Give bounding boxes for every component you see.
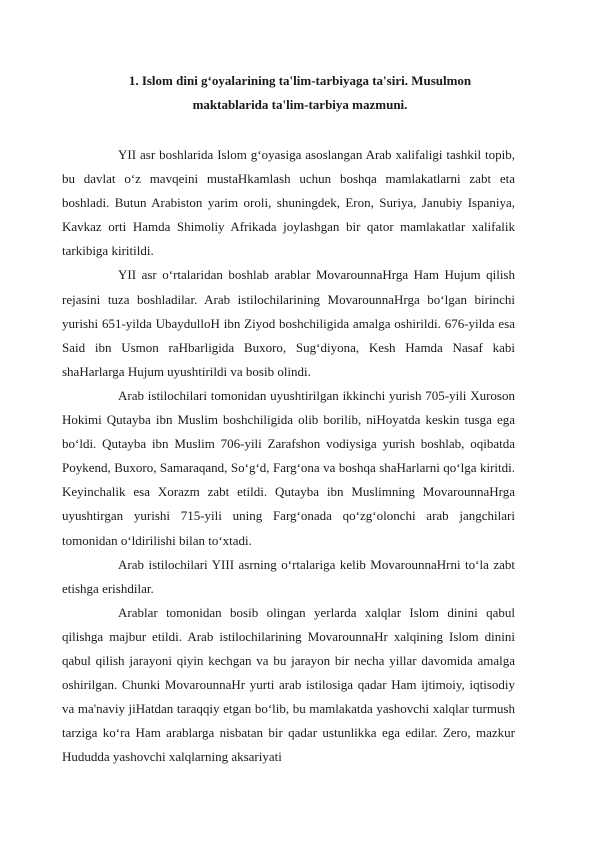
- document-title-line-2: maktablarida ta'lim-tarbiya mazmuni.: [192, 97, 408, 112]
- document-body: [62, 143, 515, 769]
- paragraph: YII asr boshlarida Islom g‘oyasiga asoslangan Arab xalifaligi tashkil topib, bu davlat o‘z mavqeini mustaHkamlash uchun boshqa mamlakatlarni zabt eta boshladi. Butun Arabiston yarim oroli, shuningdek, Eron, Suriya, Janubiy Ispaniya, Kavkaz orti Hamda Shimoliy Afrikada joylashgan bir qator mamlakatlar xalifalik tarkibiga kiritildi.: [62, 147, 515, 259]
- paragraph: Arablar tomonidan bosib olingan yerlarda xalqlar Islom dinini qabul qilishga majbur etildi. Arab istilochilarining MovarounnaHr xalqining Islom dinini qabul qilish jarayoni qiyin kechgan va bu jarayon bir necha yillar davomida amalga oshirilgan. Chunki MovarounnaHr yurti arab istilosiga qadar Ham ijtimoiy, iqtisodiy va ma'naviy jiHatdan taraqqiy etgan bo‘lib, bu mamlakatda yashovchi xalqlar turmush tarziga ko‘ra Ham arablarga nisbatan bir qadar ustunlikka ega edilar. Zero, mazkur Hududda yashovchi xalqlarning aksariyati: [62, 604, 515, 765]
- paragraph: Arab istilochilari tomonidan uyushtirilgan ikkinchi yurish 705-yili Xuroson Hokimi Qutayba ibn Muslim boshchiligida olib borilib, niHoyatda keskin tusga ega bo‘ldi. Qutayba ibn Muslim 706-yili Zarafshon vodiysiga yurish boshlab, oqibatda Poykend, Buxoro, Samaraqand, So‘g‘d, Farg‘ona va boshqa shaHarlarni qo‘lga kiritdi. Keyinchalik esa Xorazm zabt etildi. Qutayba ibn Muslimning MovarounnaHrga uyushtirgan yurishi 715-yili uning Farg‘onada qo‘zg‘olonchi arab jangchilari tomonidan o‘ldirilishi bilan to‘xtadi.: [62, 387, 515, 548]
- paragraph: YII asr o‘rtalaridan boshlab arablar MovarounnaHrga Ham Hujum qilish rejasini tuza boshladilar. Arab istilochilarining MovarounnaHrga bo‘lgan birinchi yurishi 651-yilda UbaydulloH ibn Ziyod boshchiligida amalga oshirildi. 676-yilda esa Said ibn Usmon raHbarligida Buxoro, Sug‘diyona, Kesh Hamda Nasaf kabi shaHarlarga Hujum uyushtirildi va bosib olindi.: [62, 267, 515, 379]
- document-title-line-1: 1. Islom dini g‘oyalarining ta'lim-tarbiyaga ta'siri. Musulmon: [128, 73, 472, 88]
- paragraph: Arab istilochilari YIII asrning o‘rtalariga kelib MovarounnaHrni to‘la zabt etishga erishdilar.: [62, 556, 515, 596]
